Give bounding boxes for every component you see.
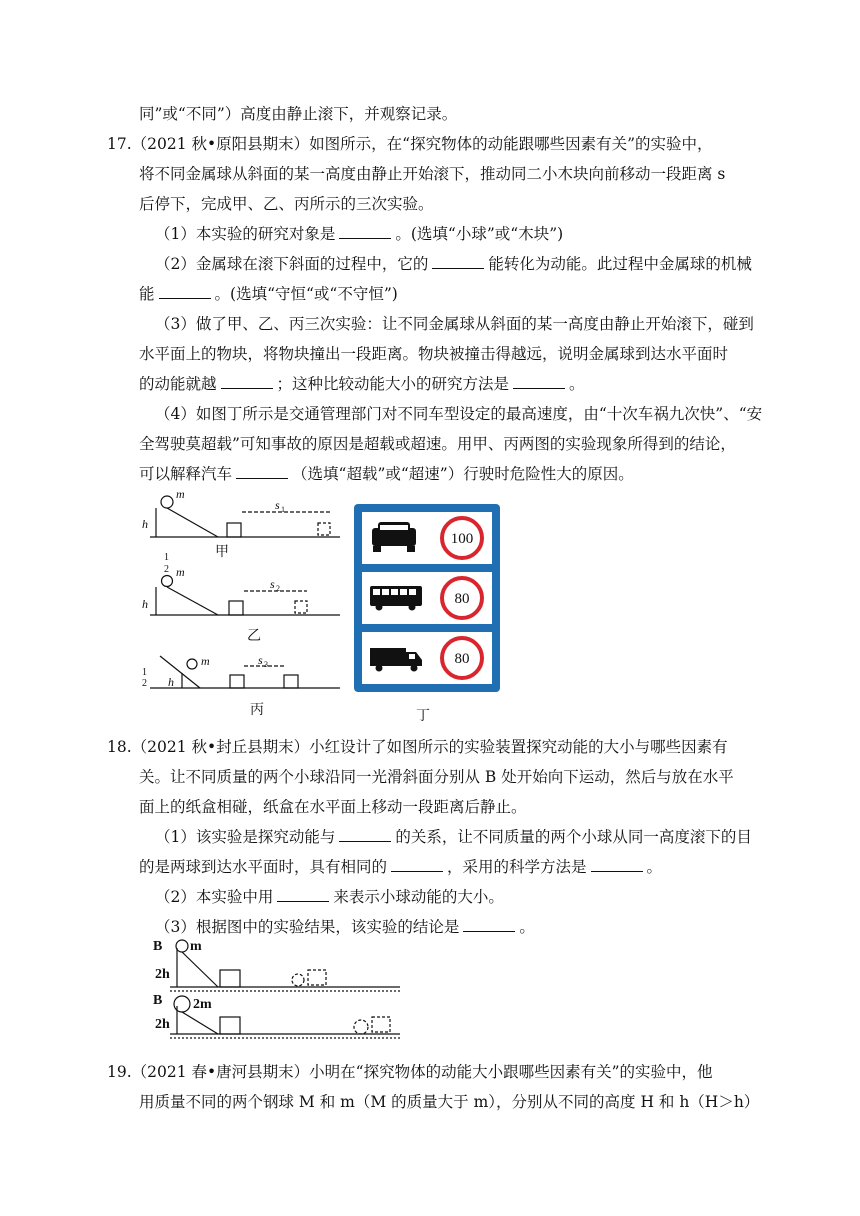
q17-stem-3: 后停下，完成甲、乙、丙所示的三次实验。	[139, 195, 434, 213]
mass-label: 2m	[193, 997, 212, 1012]
answer-blank[interactable]	[591, 857, 643, 872]
distance-label-s1: s	[275, 498, 280, 512]
ball-icon	[174, 996, 190, 1012]
height-label: 2h	[155, 967, 170, 982]
q17-part4-1: （4）如图丁所示是交通管理部门对不同车型设定的最高速度，由“十次车祸九次快”、“安	[155, 405, 763, 423]
q19-stem-1: 19.（2021 春•唐河县期末）小明在“探究物体的动能大小跟哪些因素有关”的实验中，他	[107, 1063, 713, 1081]
height-label: 2h	[155, 1017, 170, 1032]
q18-figure	[150, 938, 410, 1050]
q18-part2-text-b: 来表示小球动能的大小。	[333, 888, 504, 906]
q18-part1b	[139, 857, 662, 877]
q17-part3-2: 水平面上的物块，将物块撞出一段距离。物块被撞击得越远，说明金属球到达水平面时	[139, 345, 729, 363]
label-bing: 丙	[250, 703, 264, 718]
answer-blank[interactable]	[221, 374, 273, 389]
answer-blank[interactable]	[339, 827, 391, 842]
q17-part3-text-b: ；这种比较动能大小的研究方法是	[276, 375, 510, 393]
q17-part2a	[155, 254, 752, 274]
q18-part1a-text-a: （1）该实验是探究动能与	[155, 828, 336, 846]
height-label: h	[168, 675, 174, 689]
q17-part1-text-a: （1）本实验的研究对象是	[155, 225, 336, 243]
q17-part2a-text-b: 能转化为动能。此过程中金属球的机械	[488, 255, 752, 273]
answer-blank[interactable]	[236, 464, 288, 479]
q17-part4-text-b: （选填“超载”或“超速”）行驶时危险性大的原因。	[292, 465, 634, 483]
q18-part1b-text-c: 。	[646, 858, 663, 876]
q17-figure-experiments	[140, 488, 350, 720]
q18-stem-2: 关。让不同质量的两个小球沿同一光滑斜面分别从 B 处开始向下运动，然后与放在水平	[139, 768, 734, 786]
half-den: 2	[142, 678, 147, 689]
answer-blank[interactable]	[463, 917, 515, 932]
q17-part3-1: （3）做了甲、乙、丙三次实验：让不同金属球从斜面的某一高度由静止开始滚下，碰到	[155, 315, 754, 333]
ball-icon	[187, 659, 197, 669]
answer-blank[interactable]	[159, 284, 211, 299]
q19-stem-2: 用质量不同的两个钢球 M 和 m（M 的质量大于 m），分别从不同的高度 H 和 h（H＞h）	[139, 1093, 760, 1111]
q17-part4-2: 全驾驶莫超载”可知事故的原因是超载或超速。用甲、丙两图的实验现象所得到的结论，	[139, 435, 736, 453]
q18-stem-3: 面上的纸盒相碰，纸盒在水平面上移动一段距离后静止。	[139, 798, 527, 816]
answer-blank[interactable]	[339, 224, 391, 239]
q17-part1-text-b: 。(选填“小球”或“木块”)	[395, 225, 564, 243]
q17-part1	[155, 224, 563, 244]
speed-limit-truck: 80	[454, 651, 470, 667]
mass-label: m	[201, 654, 210, 668]
speed-limit-bus: 80	[454, 591, 470, 607]
point-b-label: B	[153, 993, 163, 1008]
distance-label-s3: s	[258, 653, 263, 667]
answer-blank[interactable]	[391, 857, 443, 872]
ball-icon	[176, 940, 188, 952]
distance-sub-3: 3	[264, 660, 268, 669]
ball-icon	[162, 576, 173, 587]
point-b-label: B	[153, 939, 163, 954]
height-label: h	[142, 517, 148, 531]
speed-limit-car: 100	[450, 531, 474, 547]
q17-part3-text-a: 的动能就越	[139, 375, 217, 393]
q17-figure-speed-sign	[352, 502, 504, 724]
q18-part1a	[155, 827, 752, 847]
answer-blank[interactable]	[277, 887, 329, 902]
q18-part2	[155, 887, 504, 907]
q17-part4-3	[139, 464, 634, 484]
q18-stem-1: 18.（2021 秋•封丘县期末）小红设计了如图所示的实验装置探究动能的大小与哪些因素有	[107, 738, 728, 756]
q18-part2-text-a: （2）本实验中用	[155, 888, 274, 906]
half-num: 1	[142, 667, 147, 678]
q17-part3-text-c: 。	[569, 375, 585, 393]
q17-part4-text-a: 可以解释汽车	[139, 465, 233, 483]
q18-part3	[155, 917, 535, 937]
label-ding: 丁	[416, 709, 430, 724]
answer-blank[interactable]	[513, 374, 565, 389]
half-num: 1	[164, 552, 169, 563]
q17-part2b-text-b: 。(选填“守恒“或“不守恒”)	[214, 285, 398, 303]
q16-tail: 同”或“不同”）高度由静止滚下，并观察记录。	[139, 105, 458, 123]
answer-blank[interactable]	[432, 254, 484, 269]
half-den: 2	[164, 564, 169, 575]
q18-part1a-text-b: 的关系，让不同质量的两个小球从同一高度滚下的目	[395, 828, 752, 846]
mass-label: m	[176, 565, 185, 579]
q17-part2b-text-a: 能	[139, 285, 155, 303]
q17-part3-3	[139, 374, 585, 394]
distance-sub-2: 2	[276, 584, 280, 593]
label-yi: 乙	[247, 629, 261, 644]
distance-label-s2: s	[270, 577, 275, 591]
ball-icon	[161, 496, 173, 508]
q17-stem-2: 将不同金属球从斜面的某一高度由静止开始滚下，推动同二小木块向前移动一段距离 s	[139, 165, 726, 183]
height-label: h	[142, 597, 148, 611]
q17-stem-1: 17.（2021 秋•原阳县期末）如图所示，在“探究物体的动能跟哪些因素有关”的实验中，	[107, 135, 713, 153]
q17-part2a-text-a: （2）金属球在滚下斜面的过程中，它的	[155, 255, 429, 273]
q17-part2b	[139, 284, 398, 304]
q18-part3-text-b: 。	[519, 918, 535, 936]
mass-label: m	[190, 939, 202, 954]
q18-part3-text-a: （3）根据图中的实验结果，该实验的结论是	[155, 918, 460, 936]
mass-label: m	[176, 488, 185, 501]
q18-part1b-text-b: ，采用的科学方法是	[447, 858, 587, 876]
q18-part1b-text-a: 的是两球到达水平面时，具有相同的	[139, 858, 388, 876]
label-jia: 甲	[215, 545, 229, 560]
distance-sub-1: 1	[281, 505, 285, 514]
